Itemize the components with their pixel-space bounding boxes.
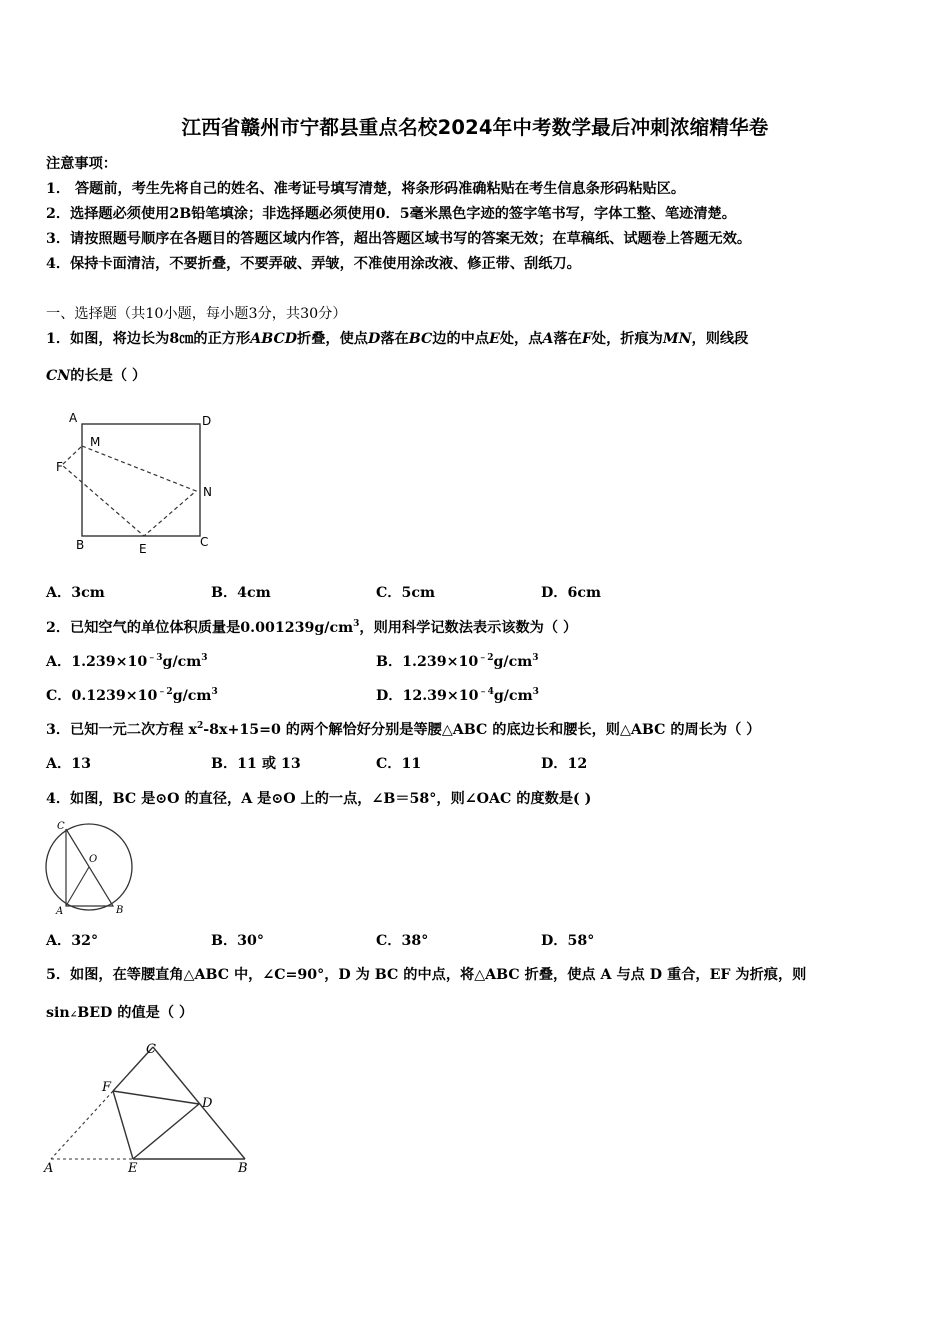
notes-heading: 注意事项： xyxy=(46,156,117,172)
q2-tail: ，则用科学记数法表示该数为（ ） xyxy=(359,620,578,636)
q1-label-a: A xyxy=(69,411,78,425)
note-item-4: 4．保持卡面清洁，不要折叠，不要弄破、弄皱，不准使用涂改液、修正带、刮纸刀。 xyxy=(46,256,581,272)
q4-stem: 4．如图，BC 是⊙O 的直径，A 是⊙O 上的一点，∠B＝58°，则∠OAC 的度数是( ) xyxy=(46,791,592,807)
q1-option-a[interactable]: A．3cm xyxy=(46,585,105,601)
q1-d: D xyxy=(368,331,381,347)
q5-label-f: F xyxy=(102,1080,112,1095)
q2-d-unit: g/cm xyxy=(493,688,533,704)
q2-a-exp: ﹣3 xyxy=(147,653,163,663)
q1-a: A xyxy=(542,331,554,347)
q1-abcd: ABCD xyxy=(250,331,298,347)
q2-b-exp: ﹣2 xyxy=(478,653,494,663)
q4-radius-oa xyxy=(66,867,89,906)
q1-label-n: N xyxy=(203,485,212,499)
q1-text: 的长是（ ） xyxy=(70,368,147,384)
q1-text: 处，点 xyxy=(499,331,543,347)
q2-c-unit: g/cm xyxy=(172,688,212,704)
q1-option-c[interactable]: C．5cm xyxy=(376,585,436,601)
q3-pre: 3．已知一元二次方程 x xyxy=(46,722,197,738)
q3-post: -8x+15=0 的两个解恰好分别是等腰△ABC 的底边长和腰长，则△ABC 的周长为（ ） xyxy=(203,722,761,738)
q2-d-exp: ﹣4 xyxy=(478,687,494,697)
q2-d-sup: 3 xyxy=(532,687,539,697)
q1-text: 折叠，使点 xyxy=(297,331,368,347)
q3-option-b[interactable]: B．11 或 13 xyxy=(211,756,301,772)
q1-e: E xyxy=(489,331,500,347)
q1-bc: BC xyxy=(408,331,433,347)
q1-label-c: C xyxy=(200,535,209,549)
q4-label-c: C xyxy=(57,821,65,832)
q2-d-pre: D．12.39×10 xyxy=(376,688,479,704)
q2-sup: 3 xyxy=(353,619,360,629)
q1-label-e: E xyxy=(139,542,147,556)
q5-ed xyxy=(133,1104,199,1159)
q4-option-b[interactable]: B．30° xyxy=(211,933,265,949)
q2-option-a[interactable] xyxy=(46,651,208,671)
q5-dashed-fa xyxy=(51,1091,113,1159)
note-item-2: 2．选择题必须使用2B铅笔填涂；非选择题必须使用0．5毫米黑色字迹的签字笔书写，字体工整、笔迹清楚。 xyxy=(46,206,736,222)
q5-label-c: C xyxy=(146,1042,156,1057)
q1-mn: MN xyxy=(662,331,692,347)
q3-option-c[interactable]: C．11 xyxy=(376,756,422,772)
q3-sup: 2 xyxy=(196,721,204,731)
q1-label-m: M xyxy=(90,435,101,449)
q2-b-pre: B．1.239×10 xyxy=(376,654,479,670)
q4-option-a[interactable]: A．32° xyxy=(46,933,99,949)
q2-a-sup: 3 xyxy=(201,653,208,663)
q2-c-sup: 3 xyxy=(211,687,218,697)
q3-option-d[interactable]: D．12 xyxy=(541,756,588,772)
q1-option-b[interactable]: B．4cm xyxy=(211,585,271,601)
q3-option-a[interactable]: A．13 xyxy=(46,756,91,772)
q2-option-b[interactable] xyxy=(376,651,539,671)
note-item-1: 1． 答题前，考生先将自己的姓名、准考证号填写清楚，将条形码准确粘贴在考生信息条形码粘贴区。 xyxy=(46,181,686,197)
q5-label-d: D xyxy=(202,1096,213,1111)
q1-f: F xyxy=(581,331,592,347)
q2-c-exp: ﹣2 xyxy=(157,687,173,697)
q1-text: 落在 xyxy=(553,331,582,347)
q5-angle-symbol: ∠ xyxy=(69,1010,78,1020)
q5-label-e: E xyxy=(128,1161,138,1175)
q2-a-pre: A．1.239×10 xyxy=(46,654,148,670)
q1-text: 落在 xyxy=(380,331,409,347)
q3-stem xyxy=(46,719,760,739)
q5-fold-ef xyxy=(113,1091,133,1159)
q5-label-a: A xyxy=(44,1161,54,1175)
q5-stem-cont xyxy=(46,1002,193,1022)
q4-option-c[interactable]: C．38° xyxy=(376,933,429,949)
q1-cn: CN xyxy=(46,368,71,384)
q5-fd xyxy=(113,1091,199,1104)
q1-text: ，则线段 xyxy=(691,331,749,347)
q2-option-d[interactable] xyxy=(376,685,539,705)
q2-b-unit: g/cm xyxy=(493,654,533,670)
q1-label-b: B xyxy=(76,538,85,552)
q4-label-o: O xyxy=(89,854,98,865)
q2-c-pre: C．0.1239×10 xyxy=(46,688,158,704)
q5-side-cb xyxy=(153,1047,245,1159)
section-heading: 一、选择题（共10小题，每小题3分，共30分） xyxy=(46,306,347,322)
q1-text: 1．如图，将边长为8㎝的正方形 xyxy=(46,331,251,347)
q5-text: BED 的值是（ ） xyxy=(77,1005,194,1021)
q5-sin: sin xyxy=(46,1005,70,1021)
q1-text: 边的中点 xyxy=(432,331,490,347)
q4-label-b: B xyxy=(116,905,124,916)
q1-stem xyxy=(46,328,748,348)
q2-b-sup: 3 xyxy=(532,653,539,663)
page-title: 江西省赣州市宁都县重点名校2024年中考数学最后冲刺浓缩精华卷 xyxy=(181,116,769,139)
q1-text: 处，折痕为 xyxy=(591,331,663,347)
note-item-3: 3．请按照题号顺序在各题目的答题区域内作答，超出答题区域书写的答案无效；在草稿纸、试题卷上答题无效。 xyxy=(46,231,752,247)
q2-stem xyxy=(46,617,577,637)
q5-stem: 5．如图，在等腰直角△ABC 中，∠C=90°，D 为 BC 的中点，将△ABC 折叠，使点 A 与点 D 重合，EF 为折痕，则 xyxy=(46,967,807,983)
q2-option-c[interactable] xyxy=(46,685,218,705)
q1-figure xyxy=(52,408,227,560)
q2-a-unit: g/cm xyxy=(162,654,202,670)
q1-stem-cont xyxy=(46,365,146,385)
q5-figure xyxy=(42,1040,252,1175)
q5-label-b: B xyxy=(238,1161,248,1175)
q4-label-a: A xyxy=(56,906,64,917)
q1-option-d[interactable]: D．6cm xyxy=(541,585,602,601)
q4-option-d[interactable]: D．58° xyxy=(541,933,595,949)
q1-label-f: F xyxy=(56,460,63,474)
q4-figure xyxy=(42,818,138,918)
q1-label-d: D xyxy=(202,414,212,428)
q2-text: 2．已知空气的单位体积质量是0.001239g/cm xyxy=(46,620,354,636)
